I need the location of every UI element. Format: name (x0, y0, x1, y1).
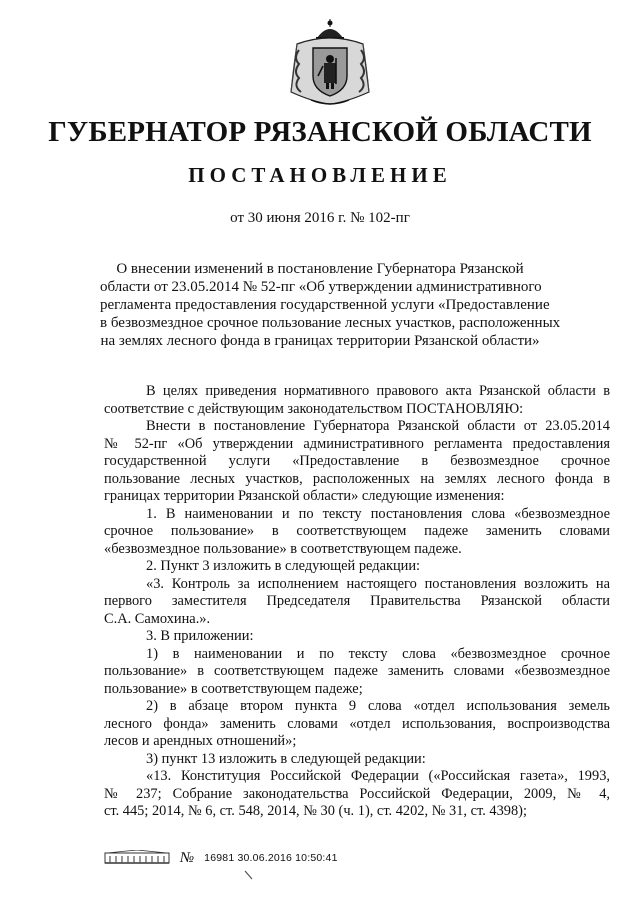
body-line: № 237; Собрание законодательства Российской Федерации, 2009, № 4, (104, 785, 610, 802)
body-line: пользование лесных участков, расположенных на землях лесного фонда в (104, 470, 610, 487)
body-line: 1. В наименовании и по тексту постановления слова «безвозмездное (146, 505, 610, 522)
body-line: С.А. Самохина.». (104, 610, 211, 627)
document-body (104, 383, 610, 821)
document-type: ПОСТАНОВЛЕНИЕ (188, 163, 452, 187)
subject-line: на землях лесного фонда в границах территории Рязанской области» (100, 333, 540, 349)
registration-stamp (104, 848, 404, 868)
registry-stamp-logo-icon (104, 850, 170, 866)
body-line: государственной услуги «Предоставление в безвозмездное срочное (104, 453, 610, 469)
document-subject (100, 260, 561, 350)
body-line: срочное пользование» в соответствующем падеже заменить словами (104, 523, 610, 539)
body-line: 2) в абзаце втором пункта 9 слова «отдел использования земель (146, 698, 610, 714)
registration-number-timestamp: 16981 30.06.2016 10:50:41 (204, 852, 338, 864)
body-line: Внести в постановление Губернатора Рязанской области от 23.05.2014 (146, 418, 610, 434)
body-line: «13. Конституция Российской Федерации («Российская газета», 1993, (146, 768, 610, 784)
body-line: 3) пункт 13 изложить в следующей редакции: (146, 750, 426, 767)
body-line: ст. 445; 2014, № 6, ст. 548, 2014, № 30 (ч. 1), ст. 4202, № 31, ст. 4398); (104, 803, 527, 819)
body-line: № 52-пг «Об утверждении административного регламента предоставления (104, 435, 610, 452)
body-line: 3. В приложении: (146, 628, 254, 644)
body-line: «3. Контроль за исполнением настоящего постановления возложить на (146, 575, 610, 592)
body-line: первого заместителя Председателя Правительства Рязанской области (104, 593, 610, 609)
body-line: соответствие с действующим законодательством ПОСТАНОВЛЯЮ: (104, 400, 524, 417)
ryazan-coat-of-arms-icon (287, 18, 373, 108)
body-line: В целях приведения нормативного правового акта Рязанской области в (146, 383, 610, 399)
body-line: лесного фонда» заменить словами «отдел использования, воспроизводства (104, 715, 610, 732)
governor-title: ГУБЕРНАТОР РЯЗАНСКОЙ ОБЛАСТИ (48, 116, 592, 148)
body-line: пользование» в соответствующем падеже заменить словами «безвозмездное (104, 663, 610, 679)
subject-line: в безвозмездное срочное пользование лесных участков, расположенных (100, 315, 561, 331)
body-line: 1) в наименовании и по тексту слова «безвозмездное срочное (146, 645, 610, 662)
body-line: границах территории Рязанской области» следующие изменения: (104, 488, 505, 504)
scan-mark-icon (244, 870, 254, 880)
subject-line: области от 23.05.2014 № 52-пг «Об утверждении административного (100, 279, 542, 295)
subject-line: регламента предоставления государственной услуги «Предоставление (100, 297, 550, 313)
body-line: пользование» в соответствующем падеже; (104, 680, 363, 697)
body-line: «безвозмездное пользование» в соответствующем падеже. (104, 540, 462, 557)
body-line: лесов и арендных отношений»; (104, 733, 297, 749)
document-date-number: от 30 июня 2016 г. № 102-пг (230, 210, 410, 226)
subject-line: О внесении изменений в постановление Губернатора Рязанской (116, 261, 524, 277)
body-line: 2. Пункт 3 изложить в следующей редакции: (146, 558, 421, 574)
number-sign-icon: № (180, 849, 195, 866)
